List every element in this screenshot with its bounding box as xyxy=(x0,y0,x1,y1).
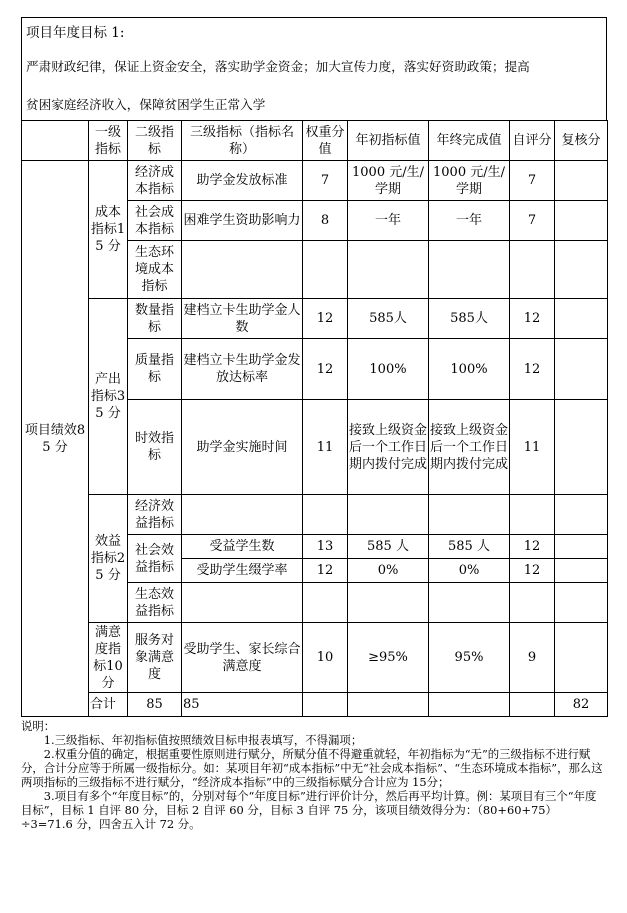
table-row xyxy=(22,299,608,339)
cell-level3: 建档立卡生助学金人数 xyxy=(182,299,303,339)
cell-final: 100% xyxy=(429,339,510,400)
header-initial: 年初指标值 xyxy=(348,121,429,161)
cell-level3: 受助学生、家长综合满意度 xyxy=(182,623,303,693)
cell-final xyxy=(429,495,510,535)
total-initial xyxy=(429,693,510,717)
cell-final xyxy=(429,241,510,299)
header-level2: 二级指标 xyxy=(128,121,182,161)
cell-final: 585人 xyxy=(429,299,510,339)
total-label: 合计 xyxy=(89,693,128,717)
cell-weight: 10 xyxy=(303,623,348,693)
cell-weight: 12 xyxy=(303,299,348,339)
table-header-row xyxy=(22,121,608,161)
cell-review xyxy=(555,400,608,495)
cell-self xyxy=(510,583,555,623)
notes-title: 说明： xyxy=(21,719,56,733)
cell-level2: 生态效益指标 xyxy=(128,583,182,623)
note-1: 1.三级指标、年初指标值按照绩效目标申报表填写，不得漏项； xyxy=(43,733,363,747)
header-blank xyxy=(22,121,89,161)
cell-review xyxy=(555,161,608,201)
cell-review xyxy=(555,559,608,583)
cell-level3: 受益学生数 xyxy=(182,535,303,559)
cell-initial: 100% xyxy=(348,339,429,400)
evaluation-page xyxy=(21,17,607,831)
cell-weight: 12 xyxy=(303,559,348,583)
cell-final: 接致上级资金后一个工作日期内拨付完成 xyxy=(429,400,510,495)
cell-review xyxy=(555,583,608,623)
note-2: 2.权重分值的确定，根据重要性原则进行赋分，所赋分值不得避重就轻，年初指标为“无”的三级指标不进行赋分，合计分应等于所属一级指标分。如：某项目年初“成本指标”中无“社会成本指标”、“生态环境成本指标”，那么这两项指标的三级指标不进行赋分，“经济成本指标”中的三级指标赋分合计应为 15分； xyxy=(21,747,603,789)
cell-final xyxy=(429,583,510,623)
cell-self xyxy=(510,495,555,535)
cell-initial: ≥95% xyxy=(348,623,429,693)
cell-level2: 时效指标 xyxy=(128,400,182,495)
cell-final: 一年 xyxy=(429,201,510,241)
cell-self: 12 xyxy=(510,535,555,559)
cell-initial: 0% xyxy=(348,559,429,583)
output-group-label: 产出指标35 分 xyxy=(89,299,128,495)
cell-initial: 585 人 xyxy=(348,535,429,559)
cell-final: 95% xyxy=(429,623,510,693)
cell-initial: 接致上级资金后一个工作日期内拨付完成 xyxy=(348,400,429,495)
cell-self: 7 xyxy=(510,161,555,201)
cell-self: 7 xyxy=(510,201,555,241)
indicator-table xyxy=(21,120,608,717)
cell-level3: 助学金实施时间 xyxy=(182,400,303,495)
cell-self: 12 xyxy=(510,339,555,400)
cell-level2: 数量指标 xyxy=(128,299,182,339)
header-level1: 一级指标 xyxy=(89,121,128,161)
cell-final: 585 人 xyxy=(429,535,510,559)
goal-title: 项目年度目标 1: xyxy=(26,25,125,41)
cell-review xyxy=(555,339,608,400)
cell-initial xyxy=(348,241,429,299)
cell-weight: 11 xyxy=(303,400,348,495)
total-final xyxy=(510,693,555,717)
header-weight: 权重分值 xyxy=(303,121,348,161)
table-row xyxy=(22,495,608,535)
note-3: 3.项目有多个“年度目标”的，分别对每个“年度目标”进行评价计分，然后再平均计算。例：某项目有三个“年度目标”，目标 1 自评 80 分，目标 2 自评 60 分，目标 3 自评 75 分，该项目绩效得分为：（80+60+75）÷3=71.6 分，四舍五入计 72 分。 xyxy=(21,789,597,831)
header-review-score: 复核分 xyxy=(555,121,608,161)
cell-initial xyxy=(348,495,429,535)
cell-review xyxy=(555,495,608,535)
cell-weight: 13 xyxy=(303,535,348,559)
cell-level3 xyxy=(182,495,303,535)
cell-initial: 585人 xyxy=(348,299,429,339)
cell-weight xyxy=(303,495,348,535)
table-row xyxy=(22,161,608,201)
total-level3 xyxy=(303,693,348,717)
table-row xyxy=(22,623,608,693)
cell-initial xyxy=(348,583,429,623)
cell-level3: 助学金发放标准 xyxy=(182,161,303,201)
goal-text-line1: 严肃财政纪律，保证上资金安全，落实助学金资金；加大宣传力度，落实好资助政策；提高 xyxy=(26,59,530,74)
total-self: 82 xyxy=(555,693,608,717)
cell-self: 9 xyxy=(510,623,555,693)
cell-self: 11 xyxy=(510,400,555,495)
cell-weight: 8 xyxy=(303,201,348,241)
cell-self: 12 xyxy=(510,559,555,583)
goal-text-line2: 贫困家庭经济收入，保障贫困学生正常入学 xyxy=(26,97,266,112)
cell-self xyxy=(510,241,555,299)
header-level3: 三级指标（指标名称） xyxy=(182,121,303,161)
cell-level3: 困难学生资助影响力 xyxy=(182,201,303,241)
notes-section xyxy=(21,719,607,831)
total-level2: 85 xyxy=(182,693,303,717)
cell-level2: 质量指标 xyxy=(128,339,182,400)
header-self-score: 自评分 xyxy=(510,121,555,161)
cell-weight xyxy=(303,241,348,299)
cell-initial: 一年 xyxy=(348,201,429,241)
project-label: 项目绩效85 分 xyxy=(22,161,89,717)
cell-level2: 社会成本指标 xyxy=(128,201,182,241)
cell-review xyxy=(555,241,608,299)
cell-review xyxy=(555,623,608,693)
cell-level2: 经济成本指标 xyxy=(128,161,182,201)
cell-review xyxy=(555,201,608,241)
social-benefit-label: 社会效益指标 xyxy=(128,535,182,583)
cell-level2: 服务对象满意度 xyxy=(128,623,182,693)
satisfaction-group-label: 满意度指标10 分 xyxy=(89,623,128,693)
header-final: 年终完成值 xyxy=(429,121,510,161)
cell-level2: 生态环境成本指标 xyxy=(128,241,182,299)
cell-level2: 经济效益指标 xyxy=(128,495,182,535)
cell-weight: 7 xyxy=(303,161,348,201)
cell-level3 xyxy=(182,583,303,623)
cell-weight xyxy=(303,583,348,623)
cell-level3: 受助学生缀学率 xyxy=(182,559,303,583)
total-weight xyxy=(348,693,429,717)
cell-review xyxy=(555,299,608,339)
total-row xyxy=(22,693,608,717)
cost-group-label: 成本指标15 分 xyxy=(89,161,128,299)
goal-text xyxy=(26,48,600,124)
benefit-group-label: 效益指标25 分 xyxy=(89,495,128,623)
cell-initial: 1000 元/生/学期 xyxy=(348,161,429,201)
cell-final: 0% xyxy=(429,559,510,583)
cell-level3 xyxy=(182,241,303,299)
cell-review xyxy=(555,535,608,559)
cell-final: 1000 元/生/学期 xyxy=(429,161,510,201)
cell-level3: 建档立卡生助学金发放达标率 xyxy=(182,339,303,400)
cell-weight: 12 xyxy=(303,339,348,400)
cell-self: 12 xyxy=(510,299,555,339)
total-level1: 85 xyxy=(128,693,182,717)
annual-goal-box xyxy=(21,17,607,120)
